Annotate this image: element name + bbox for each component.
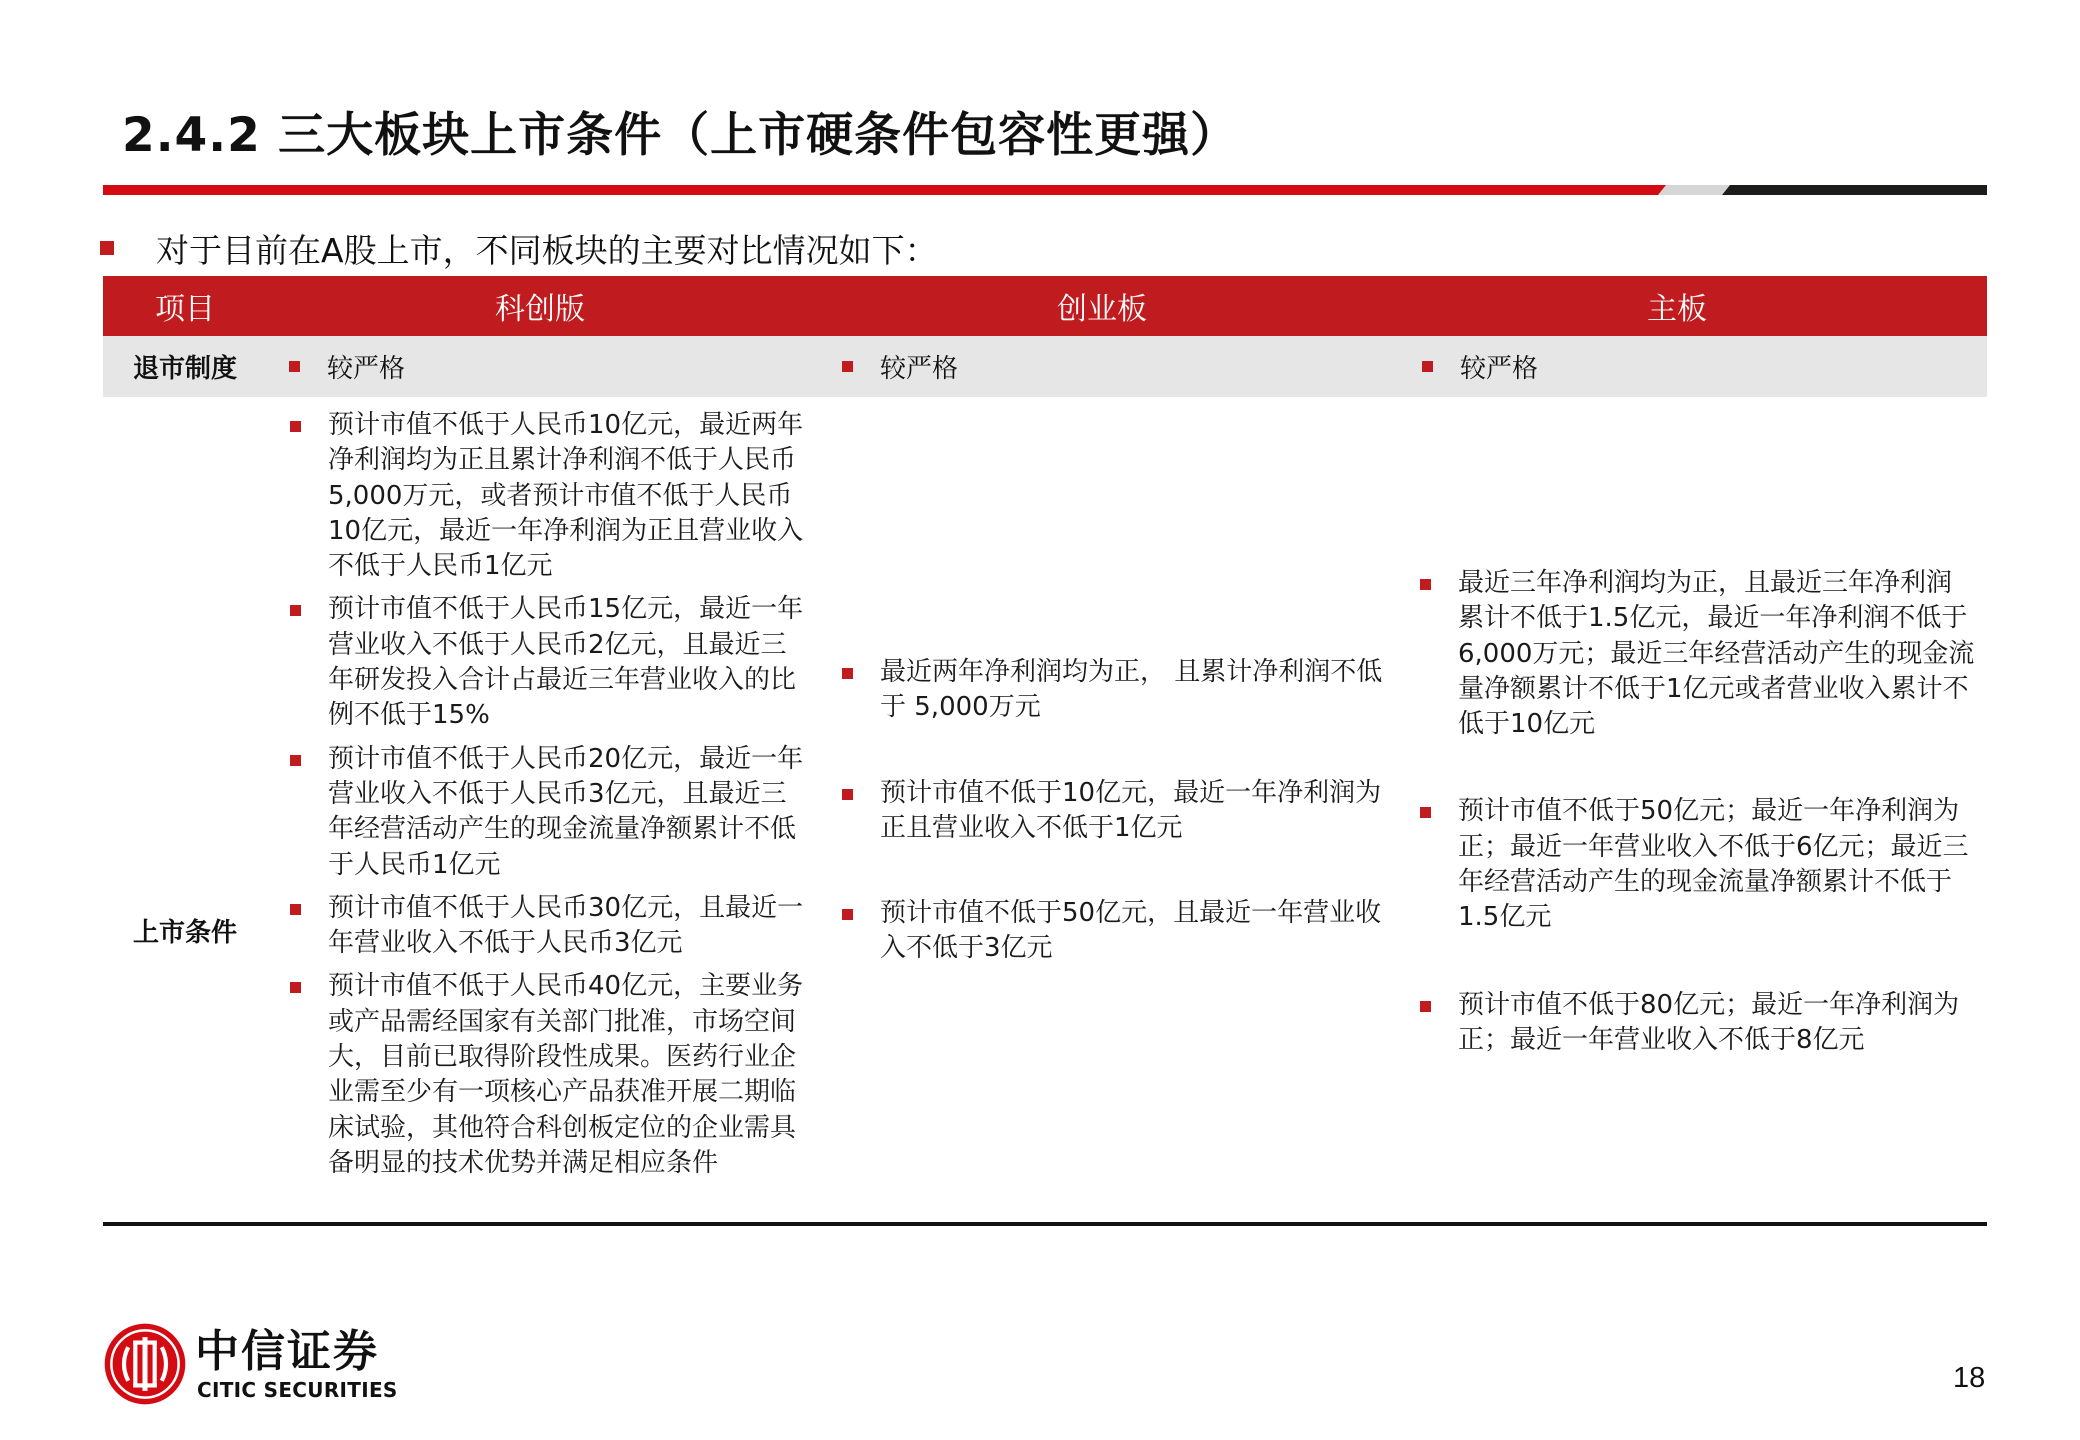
condition-text: 预计市值不低于10亿元，最近一年净利润为正且营业收入不低于1亿元	[880, 777, 1382, 843]
bullet-square-icon	[289, 361, 300, 372]
bullet-square-icon	[290, 904, 301, 915]
title-separator	[103, 185, 1987, 195]
condition-text: 预计市值不低于人民币20亿元，最近一年营业收入不低于人民币3亿元，且最近三年经营活动产生的现金流量净额累计不低于人民币1亿元	[328, 743, 804, 880]
bullet-square-icon	[842, 909, 853, 920]
table-bottom-border	[103, 1222, 1987, 1226]
header-item: 项目	[155, 292, 215, 327]
page-number: 18	[1953, 1362, 1986, 1394]
chinext-conditions	[842, 655, 1387, 967]
condition-text: 预计市值不低于80亿元；最近一年净利润为正；最近一年营业收入不低于8亿元	[1458, 989, 1960, 1055]
list-item	[290, 891, 810, 962]
list-item	[842, 896, 1387, 967]
bullet-square-icon	[1420, 579, 1431, 590]
list-item	[1420, 566, 1975, 742]
list-item	[290, 408, 810, 584]
condition-text: 预计市值不低于人民币10亿元，最近两年净利润均为正且累计净利润不低于人民币5,000万元，或者预计市值不低于人民币10亿元，最近一年净利润为正且营业收入不低于人民币1亿元	[328, 410, 804, 582]
bullet-square-icon	[842, 668, 853, 679]
list-item	[1420, 794, 1975, 935]
delisting-value: 较严格	[880, 354, 959, 384]
table-header-row	[103, 276, 1987, 336]
delisting-main-board	[1407, 348, 1987, 385]
slide-title: 2.4.2 三大板块上市条件（上市硬条件包容性更强）	[122, 108, 1239, 163]
list-item	[842, 655, 1387, 726]
row-label-delisting: 退市制度	[133, 354, 238, 384]
header-chinext: 创业板	[1057, 292, 1147, 327]
condition-text: 预计市值不低于50亿元，且最近一年营业收入不低于3亿元	[880, 898, 1382, 964]
delisting-chinext	[827, 348, 1407, 385]
list-item	[290, 592, 810, 733]
condition-text: 预计市值不低于人民币40亿元，主要业务或产品需经国家有关部门批准，市场空间大，目前已取得阶段性成果。医药行业企业需至少有一项核心产品获准开展二期临床试验，其他符合科创板定位的企业需具备明显的技术优势并满足相应条件	[328, 971, 804, 1178]
bullet-square-icon	[1420, 1001, 1431, 1012]
header-star-market: 科创版	[495, 292, 585, 327]
condition-text: 预计市值不低于人民币15亿元，最近一年营业收入不低于人民币2亿元，且最近三年研发投入合计占最近三年营业收入的比例不低于15%	[328, 594, 804, 731]
row-label-listing: 上市条件	[133, 918, 238, 948]
delisting-star-market	[277, 348, 827, 385]
logo-text-chinese: 中信证券	[195, 1326, 379, 1377]
condition-text: 预计市值不低于50亿元；最近一年净利润为正；最近一年营业收入不低于6亿元；最近三年经营活动产生的现金流量净额累计不低于1.5亿元	[1458, 796, 1969, 933]
separator-black-segment	[1722, 185, 1987, 195]
condition-text: 最近两年净利润均为正， 且累计净利润不低于 5,000万元	[880, 657, 1383, 723]
logo-text-english: CITIC SECURITIES	[197, 1378, 398, 1402]
condition-text: 最近三年净利润均为正，且最近三年净利润累计不低于1.5亿元，最近一年净利润不低于6,000万元；最近三年经营活动产生的现金流量净额累计不低于1亿元或者营业收入累计不低于10亿元	[1458, 568, 1975, 740]
list-item	[842, 776, 1387, 847]
bullet-square-icon	[842, 361, 853, 372]
bullet-square-icon	[290, 755, 301, 766]
list-item	[290, 742, 810, 883]
bullet-square-icon	[1420, 807, 1431, 818]
table-row-delisting	[103, 336, 1987, 397]
bullet-square-icon	[290, 605, 301, 616]
bullet-square-icon	[290, 421, 301, 432]
citic-logo-icon	[103, 1322, 187, 1406]
list-item	[290, 969, 810, 1181]
header-main-board: 主板	[1647, 292, 1707, 327]
main-board-conditions	[1420, 566, 1975, 1058]
list-item	[1420, 988, 1975, 1059]
delisting-value: 较严格	[327, 354, 406, 384]
intro-bullet	[100, 224, 938, 272]
intro-text: 对于目前在A股上市，不同板块的主要对比情况如下：	[156, 230, 938, 270]
condition-text: 预计市值不低于人民币30亿元，且最近一年营业收入不低于人民币3亿元	[328, 892, 804, 959]
star-market-conditions	[290, 408, 810, 1181]
delisting-value: 较严格	[1460, 354, 1539, 384]
bullet-square-icon	[1422, 361, 1433, 372]
bullet-square-icon	[842, 789, 853, 800]
separator-red-segment	[103, 185, 1666, 195]
separator-gray-segment	[1658, 185, 1730, 195]
bullet-square-icon	[290, 982, 301, 993]
bullet-square-icon	[100, 241, 114, 255]
